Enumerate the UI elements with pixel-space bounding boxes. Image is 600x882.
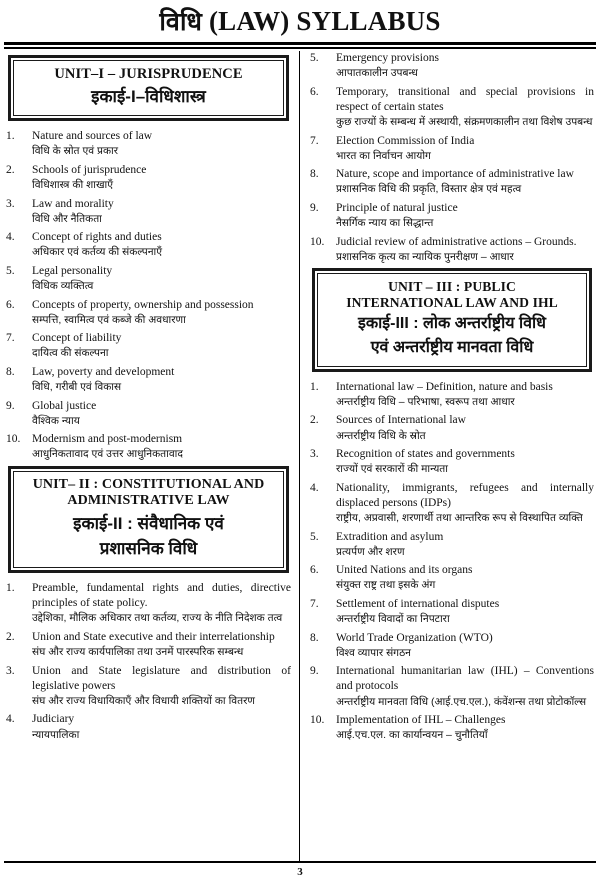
list-item [310, 530, 594, 560]
item-number: 8. [310, 631, 319, 644]
item-body [32, 630, 291, 660]
item-text-hindi: आई.एच.एल. का कार्यान्वयन – चुनौतियाँ [336, 729, 488, 742]
list-item [6, 163, 291, 193]
item-text-english: Nationality, immigrants, refugees and internally displaced persons (IDPs) [336, 481, 594, 509]
item-body [32, 712, 291, 742]
item-text-english: Principle of natural justice [336, 201, 458, 214]
item-text-hindi: विधि के स्रोत एवं प्रकार [32, 145, 119, 158]
item-body [336, 201, 594, 231]
list-item [310, 167, 594, 197]
item-body [336, 447, 594, 477]
item-text-english: Modernism and post-modernism [32, 433, 183, 446]
item-body [336, 563, 594, 593]
item-text-hindi: अन्तर्राष्ट्रीय विवादों का निपटारा [336, 613, 450, 626]
item-body [336, 481, 594, 526]
item-body [32, 365, 291, 395]
item-text-english: World Trade Organization (WTO) [336, 631, 493, 644]
item-text-hindi: उद्देशिका, मौलिक अधिकार तथा कर्तव्य, राज्य के नीति निदेशक तत्व [32, 612, 283, 625]
list-item [6, 298, 291, 328]
item-text-english: Implementation of IHL – Challenges [336, 714, 506, 727]
item-text-hindi: संघ और राज्य कार्यपालिका तथा उनमें पारस्परिक सम्बन्ध [32, 646, 244, 659]
page-title-english: (LAW) SYLLABUS [208, 6, 441, 36]
item-text-hindi: दायित्व की संकल्पना [32, 347, 109, 360]
list-item [6, 365, 291, 395]
list-item [6, 712, 291, 742]
item-text-hindi: राष्ट्रीय, अप्रवासी, शरणार्थी तथा आन्तरिक रूप से विस्थापित व्यक्ति [336, 512, 583, 525]
left-column [4, 51, 300, 861]
list-item [310, 713, 594, 743]
list-item [310, 380, 594, 410]
item-text-hindi: सम्पत्ति, स्वामित्व एवं कब्जे की अवधारणा [32, 313, 186, 326]
item-text-hindi: आधुनिकतावाद एवं उत्तर आधुनिकतावाद [32, 448, 183, 461]
unit-3-heading-english-line-2: INTERNATIONAL LAW AND IHL [346, 295, 558, 311]
unit-1-heading-inner [13, 60, 284, 116]
unit-2-heading-hindi-line-1: इकाई-II : संवैधानिक एवं [73, 513, 224, 533]
item-text-english: Nature and sources of law [32, 130, 153, 143]
item-text-english: Law, poverty and development [32, 365, 175, 378]
item-number: 5. [6, 264, 15, 277]
unit-1-heading-hindi: इकाई-I–विधिशास्त्र [91, 87, 206, 107]
item-text-english: Judiciary [32, 713, 75, 726]
list-item [6, 399, 291, 429]
unit-2-heading-hindi-line-2: प्रशासनिक विधि [99, 538, 198, 558]
item-text-english: United Nations and its organs [336, 564, 473, 577]
list-item [310, 201, 594, 231]
list-item [310, 85, 594, 130]
item-text-hindi: वैश्विक न्याय [32, 414, 80, 427]
item-body [336, 85, 594, 130]
item-number: 2. [6, 630, 15, 643]
item-number: 9. [310, 201, 319, 214]
item-number: 10. [6, 433, 21, 446]
item-number: 2. [310, 414, 319, 427]
item-text-hindi: राज्यों एवं सरकारों की मान्यता [336, 463, 449, 476]
item-number: 4. [6, 231, 15, 244]
item-text-hindi: न्यायपालिका [32, 728, 80, 741]
item-body [32, 432, 291, 462]
item-number: 5. [310, 52, 319, 65]
item-body [336, 380, 594, 410]
item-body [32, 298, 291, 328]
item-body [336, 664, 594, 709]
item-number: 10. [310, 714, 325, 727]
item-text-hindi: प्रशासनिक कृत्य का न्यायिक पुनरीक्षण – आधार [336, 250, 514, 263]
item-number: 2. [6, 163, 15, 176]
item-body [336, 597, 594, 627]
unit-2-heading-box [8, 466, 289, 573]
unit-3-heading-box [312, 268, 592, 372]
unit-3-heading-hindi-line-1: इकाई-III : लोक अन्तर्राष्ट्रीय विधि [358, 315, 546, 333]
item-number: 1. [310, 380, 319, 393]
page-number: 3 [297, 866, 303, 878]
item-text-english: Concepts of property, ownership and possession [32, 298, 254, 311]
list-item [6, 331, 291, 361]
item-text-english: Concept of rights and duties [32, 231, 162, 244]
list-item [310, 664, 594, 709]
item-text-hindi: विधिक व्यक्तित्व [32, 280, 94, 293]
list-item [310, 481, 594, 526]
item-text-english: Union and State executive and their interrelationship [32, 630, 275, 643]
list-item [310, 597, 594, 627]
item-text-hindi: विश्व व्यापार संगठन [336, 646, 412, 659]
unit-3-item-list [310, 380, 594, 743]
two-column-body [0, 49, 600, 861]
item-text-hindi: कुछ राज्यों के सम्बन्ध में अस्थायी, संक्रमणकालीन तथा विशेष उपबन्ध [336, 116, 593, 129]
item-number: 3. [310, 448, 319, 461]
item-text-english: Law and morality [32, 197, 114, 210]
item-body [32, 581, 291, 626]
item-number: 1. [6, 582, 15, 595]
list-item [6, 581, 291, 626]
title-divider [4, 42, 596, 49]
list-item [310, 563, 594, 593]
list-item [6, 664, 291, 709]
list-item [310, 134, 594, 164]
item-body [32, 331, 291, 361]
unit-3-heading-inner [317, 273, 587, 367]
item-text-english: Emergency provisions [336, 52, 439, 65]
item-number: 9. [310, 665, 319, 678]
item-text-hindi: आपातकालीन उपबन्ध [336, 67, 418, 80]
item-body [32, 264, 291, 294]
list-item [6, 432, 291, 462]
item-text-hindi: भारत का निर्वाचन आयोग [336, 149, 431, 162]
item-text-english: Schools of jurisprudence [32, 163, 147, 176]
list-item [310, 51, 594, 81]
item-text-english: Recognition of states and governments [336, 448, 515, 461]
item-number: 8. [310, 168, 319, 181]
item-body [32, 129, 291, 159]
item-text-english: Judicial review of administrative actions – Grounds. [336, 235, 577, 248]
item-text-english: International humanitarian law (IHL) – Conventions and protocols [336, 665, 594, 693]
item-text-english: Preamble, fundamental rights and duties, directive principles of state policy. [32, 582, 291, 610]
item-text-hindi: संघ और राज्य विधायिकाएँ और विधायी शक्तियों का वितरण [32, 694, 255, 707]
item-number: 6. [310, 564, 319, 577]
item-body [336, 530, 594, 560]
item-text-english: Global justice [32, 399, 97, 412]
item-number: 4. [6, 713, 15, 726]
item-text-english: Settlement of international disputes [336, 597, 500, 610]
item-text-hindi: प्रत्यर्पण और शरण [336, 545, 405, 558]
item-text-english: Union and State legislature and distribution of legislative powers [32, 664, 291, 692]
item-text-hindi: अधिकार एवं कर्तव्य की संकल्पनाएँ [32, 246, 163, 259]
item-number: 7. [6, 332, 15, 345]
unit-2-item-list [6, 581, 291, 742]
item-body [32, 664, 291, 709]
page-title [0, 0, 600, 40]
item-text-hindi: नैसर्गिक न्याय का सिद्धान्त [336, 217, 434, 230]
right-column [300, 51, 596, 861]
item-number: 7. [310, 134, 319, 147]
item-number: 3. [6, 664, 15, 677]
item-body [336, 713, 594, 743]
list-item [310, 413, 594, 443]
item-number: 5. [310, 530, 319, 543]
list-item [310, 235, 594, 265]
page-title-hindi: विधि [159, 8, 203, 36]
item-text-hindi: विधिशास्त्र की शाखाएँ [32, 179, 114, 192]
item-text-hindi: अन्तर्राष्ट्रीय मानवता विधि (आई.एच.एल.), कंवेंशन्स तथा प्रोटोकॉल्स [336, 695, 587, 708]
item-text-hindi: विधि और नैतिकता [32, 212, 102, 225]
item-number: 10. [310, 235, 325, 248]
item-number: 9. [6, 399, 15, 412]
list-item [6, 129, 291, 159]
unit-1-heading-english: UNIT–I – JURISPRUDENCE [54, 66, 243, 83]
item-body [336, 413, 594, 443]
item-text-hindi: विधि, गरीबी एवं विकास [32, 381, 122, 394]
item-body [336, 51, 594, 81]
item-body [336, 167, 594, 197]
item-body [336, 134, 594, 164]
item-body [32, 163, 291, 193]
unit-3-heading-english-line-1: UNIT – III : PUBLIC [388, 279, 516, 295]
unit-3-heading-hindi-line-2: एवं अन्तर्राष्ट्रीय मानवता विधि [370, 339, 534, 357]
item-number: 7. [310, 597, 319, 610]
list-item [6, 197, 291, 227]
item-text-english: Sources of International law [336, 414, 466, 427]
list-item [310, 631, 594, 661]
item-body [336, 631, 594, 661]
item-text-english: Election Commission of India [336, 134, 475, 147]
item-number: 4. [310, 481, 319, 494]
list-item [6, 230, 291, 260]
list-item [6, 630, 291, 660]
item-text-hindi: प्रशासनिक विधि की प्रकृति, विस्तार क्षेत्र एवं महत्व [336, 183, 522, 196]
item-text-hindi: अन्तर्राष्ट्रीय विधि – परिभाषा, स्वरूप तथा आधार [336, 395, 515, 408]
item-text-english: Concept of liability [32, 332, 122, 345]
unit-1-item-list [6, 129, 291, 462]
unit-2-heading-inner [13, 471, 284, 568]
list-item [6, 264, 291, 294]
item-text-english: Temporary, transitional and special provisions in respect of certain states [336, 85, 594, 113]
item-body [32, 399, 291, 429]
unit-2-heading-english: UNIT– II : CONSTITUTIONAL AND ADMINISTRATIVE LAW [32, 476, 265, 509]
item-number: 6. [6, 298, 15, 311]
item-text-english: International law – Definition, nature and basis [336, 380, 553, 393]
item-body [336, 235, 594, 265]
item-text-hindi: अन्तर्राष्ट्रीय विधि के स्रोत [336, 429, 426, 442]
item-text-english: Legal personality [32, 264, 113, 277]
item-text-english: Nature, scope and importance of administrative law [336, 168, 574, 181]
list-item [310, 447, 594, 477]
item-body [32, 230, 291, 260]
item-number: 1. [6, 130, 15, 143]
item-text-hindi: संयुक्त राष्ट्र तथा इसके अंग [336, 579, 436, 592]
item-number: 3. [6, 197, 15, 210]
item-number: 6. [310, 85, 319, 98]
unit-1-heading-box [8, 55, 289, 121]
item-body [32, 197, 291, 227]
item-text-english: Extradition and asylum [336, 530, 444, 543]
item-number: 8. [6, 365, 15, 378]
unit-2-continued-item-list [310, 51, 594, 264]
